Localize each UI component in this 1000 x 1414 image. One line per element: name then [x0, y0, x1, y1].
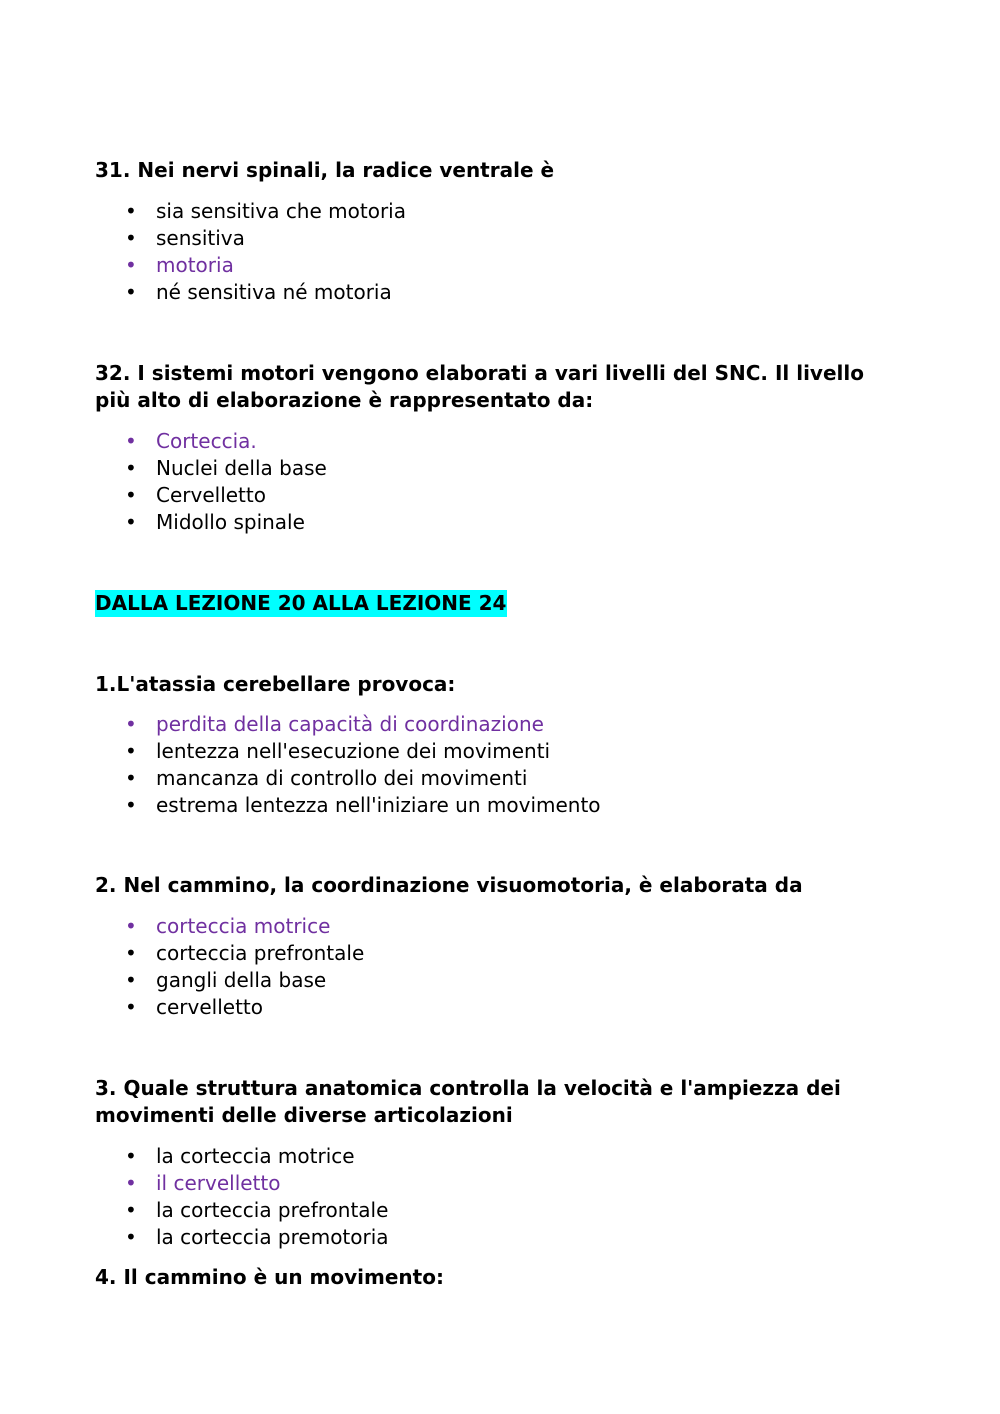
question-title: 1.L'atassia cerebellare provoca: — [95, 672, 456, 696]
answer-option — [95, 198, 406, 225]
bullet-icon: • — [125, 226, 137, 250]
answer-text: la corteccia prefrontale — [156, 1198, 389, 1222]
bullet-icon: • — [125, 766, 137, 790]
bullet-icon: • — [125, 941, 137, 965]
question-title: 3. Quale struttura anatomica controlla la velocità e l'ampiezza dei movimenti delle diverse articolazioni — [95, 1076, 841, 1127]
answer-option-correct — [95, 1170, 389, 1197]
answer-text: Nuclei della base — [156, 456, 327, 480]
section-heading: DALLA LEZIONE 20 ALLA LEZIONE 24 — [95, 591, 507, 615]
answer-text: cervelletto — [156, 995, 264, 1019]
bullet-icon: • — [125, 968, 137, 992]
bullet-icon: • — [125, 199, 137, 223]
bullet-icon: • — [125, 456, 137, 480]
bullet-icon: • — [125, 1198, 137, 1222]
bullet-icon: • — [125, 429, 137, 453]
answer-option — [95, 509, 327, 536]
bullet-icon: • — [125, 739, 137, 763]
answer-text: sia sensitiva che motoria — [156, 199, 406, 223]
answer-text: Midollo spinale — [156, 510, 305, 534]
bullet-icon: • — [125, 914, 137, 938]
bullet-icon: • — [125, 1225, 137, 1249]
answer-option-correct — [95, 913, 364, 940]
bullet-icon: • — [125, 510, 137, 534]
bullet-icon: • — [125, 483, 137, 507]
answer-text: sensitiva — [156, 226, 245, 250]
answer-list — [95, 428, 327, 536]
bullet-icon: • — [125, 793, 137, 817]
answer-option — [95, 225, 406, 252]
answer-text: Corteccia. — [156, 429, 257, 453]
answer-option — [95, 455, 327, 482]
answer-text: motoria — [156, 253, 234, 277]
answer-text: gangli della base — [156, 968, 327, 992]
answer-list — [95, 711, 601, 819]
answer-option — [95, 1197, 389, 1224]
answer-text: perdita della capacità di coordinazione — [156, 712, 544, 736]
question-title: 32. I sistemi motori vengono elaborati a vari livelli del SNC. Il livello più alto di elaborazione è rappresentato da: — [95, 361, 864, 412]
answer-list — [95, 198, 406, 306]
answer-list — [95, 913, 364, 1021]
bullet-icon: • — [125, 1171, 137, 1195]
answer-option — [95, 279, 406, 306]
bullet-icon: • — [125, 280, 137, 304]
answer-text: mancanza di controllo dei movimenti — [156, 766, 528, 790]
question-title: 4. Il cammino è un movimento: — [95, 1265, 444, 1289]
answer-option-correct — [95, 711, 601, 738]
answer-option — [95, 940, 364, 967]
answer-text: corteccia prefrontale — [156, 941, 365, 965]
bullet-icon: • — [125, 712, 137, 736]
answer-text: la corteccia premotoria — [156, 1225, 389, 1249]
answer-option-correct — [95, 252, 406, 279]
answer-option — [95, 967, 364, 994]
answer-text: la corteccia motrice — [156, 1144, 355, 1168]
bullet-icon: • — [125, 1144, 137, 1168]
answer-option — [95, 482, 327, 509]
question-title: 2. Nel cammino, la coordinazione visuomotoria, è elaborata da — [95, 873, 803, 897]
answer-option-correct — [95, 428, 327, 455]
answer-option — [95, 994, 364, 1021]
answer-text: lentezza nell'esecuzione dei movimenti — [156, 739, 551, 763]
bullet-icon: • — [125, 253, 137, 277]
answer-text: estrema lentezza nell'iniziare un movimento — [156, 793, 601, 817]
answer-text: né sensitiva né motoria — [156, 280, 392, 304]
answer-text: il cervelletto — [156, 1171, 281, 1195]
answer-option — [95, 792, 601, 819]
bullet-icon: • — [125, 995, 137, 1019]
answer-option — [95, 765, 601, 792]
answer-list — [95, 1143, 389, 1251]
answer-option — [95, 1143, 389, 1170]
question-title: 31. Nei nervi spinali, la radice ventrale è — [95, 158, 555, 182]
answer-text: Cervelletto — [156, 483, 266, 507]
answer-option — [95, 1224, 389, 1251]
answer-text: corteccia motrice — [156, 914, 331, 938]
answer-option — [95, 738, 601, 765]
